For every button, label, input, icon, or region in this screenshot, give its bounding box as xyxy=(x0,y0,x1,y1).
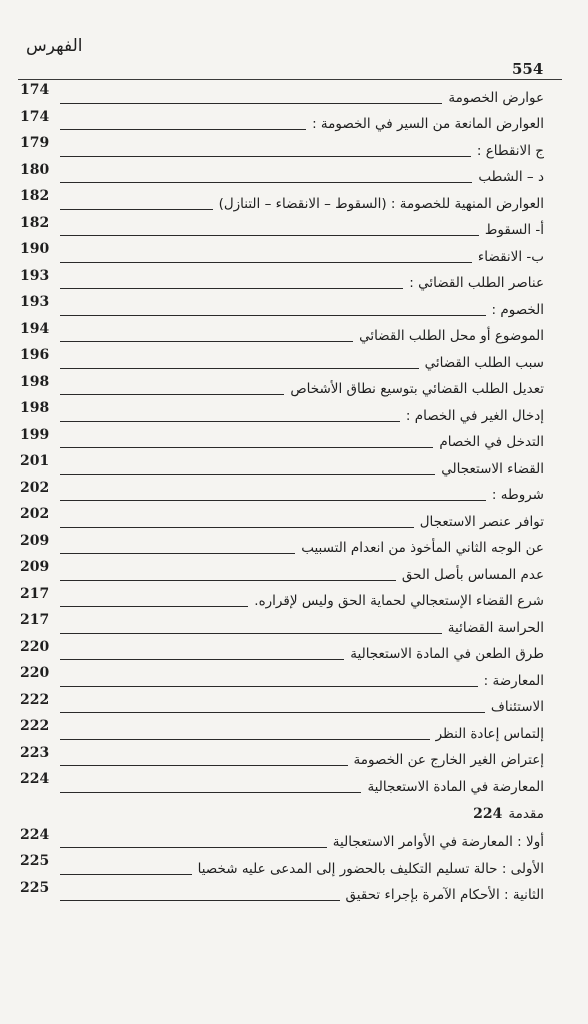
toc-entry xyxy=(20,692,544,719)
toc-entry xyxy=(20,109,544,136)
toc-entry-label: التدخل في الخصام xyxy=(439,434,544,450)
toc-entry-label: الخصوم : xyxy=(491,301,544,318)
toc-entry-label: عدم المساس بأصل الحق xyxy=(401,566,544,583)
toc-entry xyxy=(20,745,544,772)
toc-entry-label: المعارضة في المادة الاستعجالية xyxy=(367,778,544,795)
leader-line xyxy=(60,739,430,740)
toc-entry-page: 179 xyxy=(20,135,50,151)
leader-line xyxy=(60,792,361,793)
toc-entry-label: سبب الطلب القضائي xyxy=(424,354,544,371)
leader-line xyxy=(60,580,396,581)
leader-line xyxy=(60,900,340,901)
toc-entry-page: 190 xyxy=(20,241,50,257)
toc-entry-page: 225 xyxy=(20,879,50,896)
toc-entry xyxy=(20,586,544,613)
toc-entry-label: ب- الانقضاء xyxy=(477,248,544,265)
toc-entry-label: إلتماس إعادة النظر xyxy=(435,725,544,742)
toc-entry-page: 193 xyxy=(20,294,50,310)
toc-entry-label: شروطه : xyxy=(491,487,544,503)
toc-entry-page: 222 xyxy=(20,718,50,734)
leader-line xyxy=(60,421,400,422)
toc-entry-page: 201 xyxy=(20,453,50,469)
toc-entry-label: الاستئناف xyxy=(490,699,544,715)
leader-line xyxy=(60,712,485,713)
toc-entry xyxy=(20,188,544,215)
toc-entry-label: إعتراض الغير الخارج عن الخصومة xyxy=(353,752,544,768)
toc-entry-label: المعارضة : xyxy=(483,672,544,689)
toc-entry-page: 202 xyxy=(20,506,50,522)
toc-entry-label: ج الانقطاع : xyxy=(476,142,544,159)
toc-entry-page: 199 xyxy=(20,426,50,443)
toc-entry xyxy=(20,639,544,666)
toc-entry-label: عن الوجه الثاني المأخوذ من انعدام التسبيب xyxy=(301,540,544,556)
leader-line xyxy=(60,659,344,660)
toc-entry xyxy=(20,241,544,268)
toc-entry xyxy=(20,427,544,454)
section-heading-label: مقدمة xyxy=(508,805,544,822)
section-heading xyxy=(20,801,544,827)
toc-entry xyxy=(20,853,544,880)
toc-entry-page: 174 xyxy=(20,82,50,98)
toc-entry xyxy=(20,453,544,480)
section-heading-page: 224 xyxy=(473,805,503,822)
toc-entry xyxy=(20,480,544,507)
toc-entry-page: 225 xyxy=(20,853,50,869)
toc-entry xyxy=(20,612,544,639)
leader-line xyxy=(60,288,403,289)
toc-entry-label: أولا : المعارضة في الأوامر الاستعجالية xyxy=(332,834,544,850)
toc-entry-label: العوارض المنهية للخصومة : (السقوط – الانقضاء – التنازل) xyxy=(218,195,544,212)
toc-entry xyxy=(20,374,544,401)
toc-entry-label: الحراسة القضائية xyxy=(447,619,544,636)
toc-entry-page: 174 xyxy=(20,108,50,125)
leader-line xyxy=(60,633,442,634)
header-rule xyxy=(18,79,562,80)
toc-entry-label: طرق الطعن في المادة الاستعجالية xyxy=(350,646,544,662)
leader-line xyxy=(60,209,213,210)
leader-line xyxy=(60,341,353,342)
toc-entry-label: د – الشطب xyxy=(478,169,544,185)
leader-line xyxy=(60,235,479,236)
leader-line xyxy=(60,847,327,848)
leader-line xyxy=(60,606,248,607)
toc-entry-label: تعديل الطلب القضائي بتوسيع نطاق الأشخاص xyxy=(290,381,544,397)
toc-entry-page: 193 xyxy=(20,267,50,284)
toc-entry-label: أ- السقوط xyxy=(484,222,544,238)
toc-entry-page: 224 xyxy=(20,771,50,787)
toc-entry xyxy=(20,880,544,907)
toc-entry-page: 198 xyxy=(20,400,50,416)
toc-entry xyxy=(20,82,544,109)
leader-line xyxy=(60,129,306,130)
leader-line xyxy=(60,156,471,157)
toc-entry xyxy=(20,506,544,533)
leader-line xyxy=(60,765,348,766)
leader-line xyxy=(60,553,295,554)
toc-entry-page: 180 xyxy=(20,161,50,178)
toc-entry xyxy=(20,718,544,745)
leader-line xyxy=(60,500,486,501)
toc-entry-label: القضاء الاستعجالي xyxy=(441,460,544,477)
toc-entry xyxy=(20,294,544,321)
leader-line xyxy=(60,447,433,448)
toc-entry-page: 198 xyxy=(20,373,50,390)
leader-line xyxy=(60,315,486,316)
toc-entry-page: 220 xyxy=(20,665,50,681)
toc-entry-page: 209 xyxy=(20,559,50,575)
toc-entry-label: عناصر الطلب القضائي : xyxy=(409,275,544,291)
leader-line xyxy=(60,874,192,875)
leader-line xyxy=(60,262,472,263)
toc-entry-page: 202 xyxy=(20,479,50,496)
toc-entry-page: 222 xyxy=(20,691,50,708)
toc-entry xyxy=(20,533,544,560)
toc-entry-page: 209 xyxy=(20,532,50,549)
toc-entry xyxy=(20,162,544,189)
toc-entry xyxy=(20,665,544,692)
leader-line xyxy=(60,527,414,528)
toc-entry xyxy=(20,827,544,854)
toc-entry-label: العوارض المانعة من السير في الخصومة : xyxy=(312,116,544,132)
toc-entry-page: 182 xyxy=(20,214,50,231)
toc-entry xyxy=(20,559,544,586)
leader-line xyxy=(60,103,442,104)
toc-entry-page: 224 xyxy=(20,826,50,843)
toc-entry-page: 220 xyxy=(20,638,50,655)
toc-entry xyxy=(20,400,544,427)
page-number: 554 xyxy=(512,60,544,78)
toc-entry xyxy=(20,347,544,374)
toc-entry-label: الثانية : الأحكام الآمرة بإجراء تحقيق xyxy=(345,887,544,903)
toc-entry-page: 196 xyxy=(20,347,50,363)
toc-entry-label: شرع القضاء الإستعجالي لحماية الحق وليس لإقراره. xyxy=(254,593,544,609)
table-of-contents xyxy=(20,82,544,906)
toc-entry xyxy=(20,321,544,348)
toc-entry-page: 217 xyxy=(20,585,50,602)
toc-entry-label: الأولى : حالة تسليم التكليف بالحضور إلى المدعى عليه شخصيا xyxy=(197,860,544,877)
toc-entry xyxy=(20,135,544,162)
leader-line xyxy=(60,474,435,475)
toc-entry-page: 194 xyxy=(20,320,50,337)
toc-entry-label: توافر عنصر الاستعجال xyxy=(419,513,544,530)
toc-entry-page: 182 xyxy=(20,188,50,204)
leader-line xyxy=(60,394,284,395)
leader-line xyxy=(60,368,419,369)
toc-entry-label: إدخال الغير في الخصام : xyxy=(405,407,544,424)
toc-entry-label: عوارض الخصومة xyxy=(448,89,544,106)
toc-entry xyxy=(20,215,544,242)
leader-line xyxy=(60,686,478,687)
toc-entry-page: 223 xyxy=(20,744,50,761)
toc-entry-label: الموضوع أو محل الطلب القضائي xyxy=(359,328,544,344)
leader-line xyxy=(60,182,472,183)
toc-entry-page: 217 xyxy=(20,612,50,628)
toc-entry xyxy=(20,268,544,295)
toc-entry xyxy=(20,771,544,798)
running-header-title: الفهرس xyxy=(26,36,83,56)
